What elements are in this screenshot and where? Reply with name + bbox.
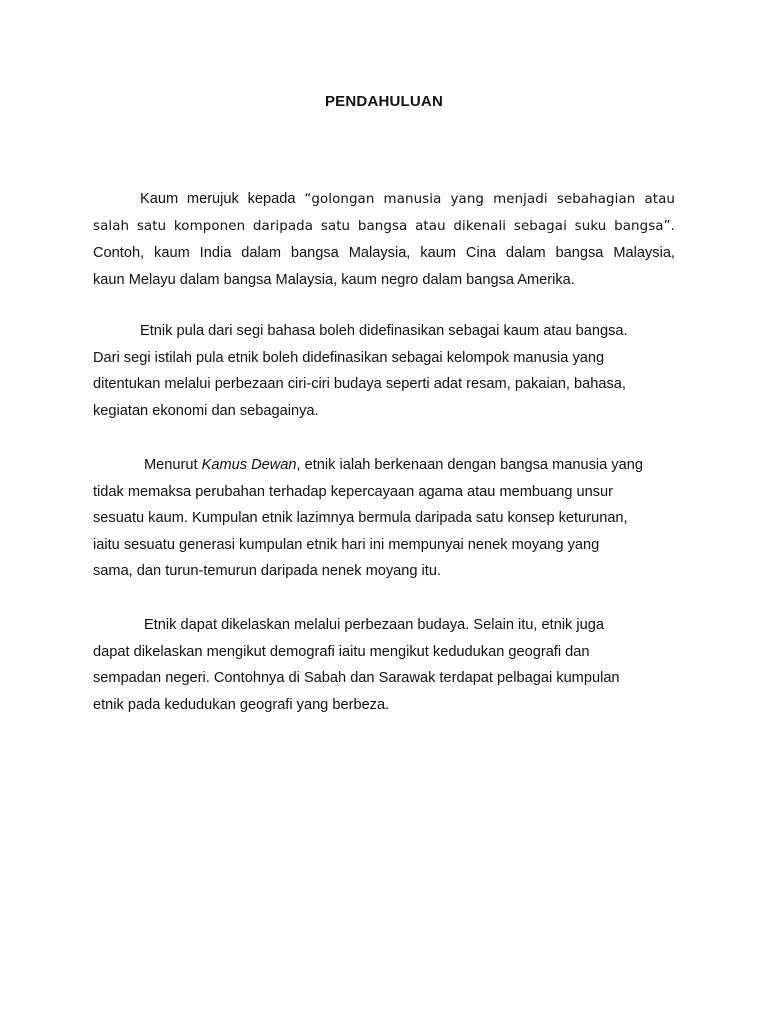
paragraph-2-line-2: Dari segi istilah pula etnik boleh didefinasikan sebagai kelompok manusia yang bbox=[93, 349, 605, 366]
paragraph-1-line-4: kaun Melayu dalam bangsa Malaysia, kaum negro dalam bangsa Amerika. bbox=[93, 271, 575, 288]
paragraph-3-line-1-end: , etnik ialah berkenaan dengan bangsa manusia yang bbox=[296, 457, 643, 473]
paragraph-1-line-2: salah satu komponen daripada satu bangsa atau dikenali sebagai suku bangsa”. bbox=[93, 218, 675, 234]
paragraph-4-line-3: sempadan negeri. Contohnya di Sabah dan Sarawak terdapat pelbagai kumpulan bbox=[93, 670, 620, 687]
paragraph-3-line-1 bbox=[93, 452, 675, 479]
paragraph-3-line-5: sama, dan turun-temurun daripada nenek moyang itu. bbox=[93, 563, 442, 580]
paragraph-3-line-3: sesuatu kaum. Kumpulan etnik lazimnya bermula daripada satu konsep keturunan, bbox=[93, 510, 628, 527]
paragraph-2 bbox=[93, 318, 675, 424]
paragraph-3-line-4: iaitu sesuatu generasi kumpulan etnik hari ini mempunyai nenek moyang yang bbox=[93, 536, 600, 553]
paragraph-1-line-1 bbox=[93, 186, 675, 214]
paragraph-3-line-1-start: Menurut bbox=[144, 457, 202, 473]
paragraph-3-line-2: tidak memaksa perubahan terhadap kepercayaan agama atau membuang unsur bbox=[93, 483, 614, 500]
paragraph-4-line-2: dapat dikelaskan mengikut demografi iaitu mengikut kedudukan geografi dan bbox=[93, 643, 590, 660]
paragraph-1-line-3: Contoh, kaum India dalam bangsa Malaysia, kaum Cina dalam bangsa Malaysia, bbox=[93, 245, 675, 262]
paragraph-1-line-1-start: Kaum merujuk kepada bbox=[140, 191, 305, 207]
paragraph-2-line-3: ditentukan melalui perbezaan ciri-ciri budaya seperti adat resam, pakaian, bahasa, bbox=[93, 376, 626, 393]
paragraph-4-line-1: Etnik dapat dikelaskan melalui perbezaan budaya. Selain itu, etnik juga bbox=[144, 617, 605, 633]
paragraph-4 bbox=[93, 612, 675, 718]
paragraph-1-line-1-quote: “golongan manusia yang menjadi sebahagian atau bbox=[304, 192, 676, 207]
paragraph-2-line-1: Etnik pula dari segi bahasa boleh didefinasikan sebagai kaum atau bangsa. bbox=[140, 323, 628, 339]
page-title: PENDAHULUAN bbox=[324, 93, 444, 110]
paragraph-2-line-4: kegiatan ekonomi dan sebagainya. bbox=[93, 402, 319, 419]
paragraph-3 bbox=[93, 452, 675, 585]
paragraph-4-line-4: etnik pada kedudukan geografi yang berbeza. bbox=[93, 696, 390, 713]
kamus-dewan-reference: Kamus Dewan bbox=[201, 457, 297, 473]
paragraph-1 bbox=[93, 186, 675, 293]
